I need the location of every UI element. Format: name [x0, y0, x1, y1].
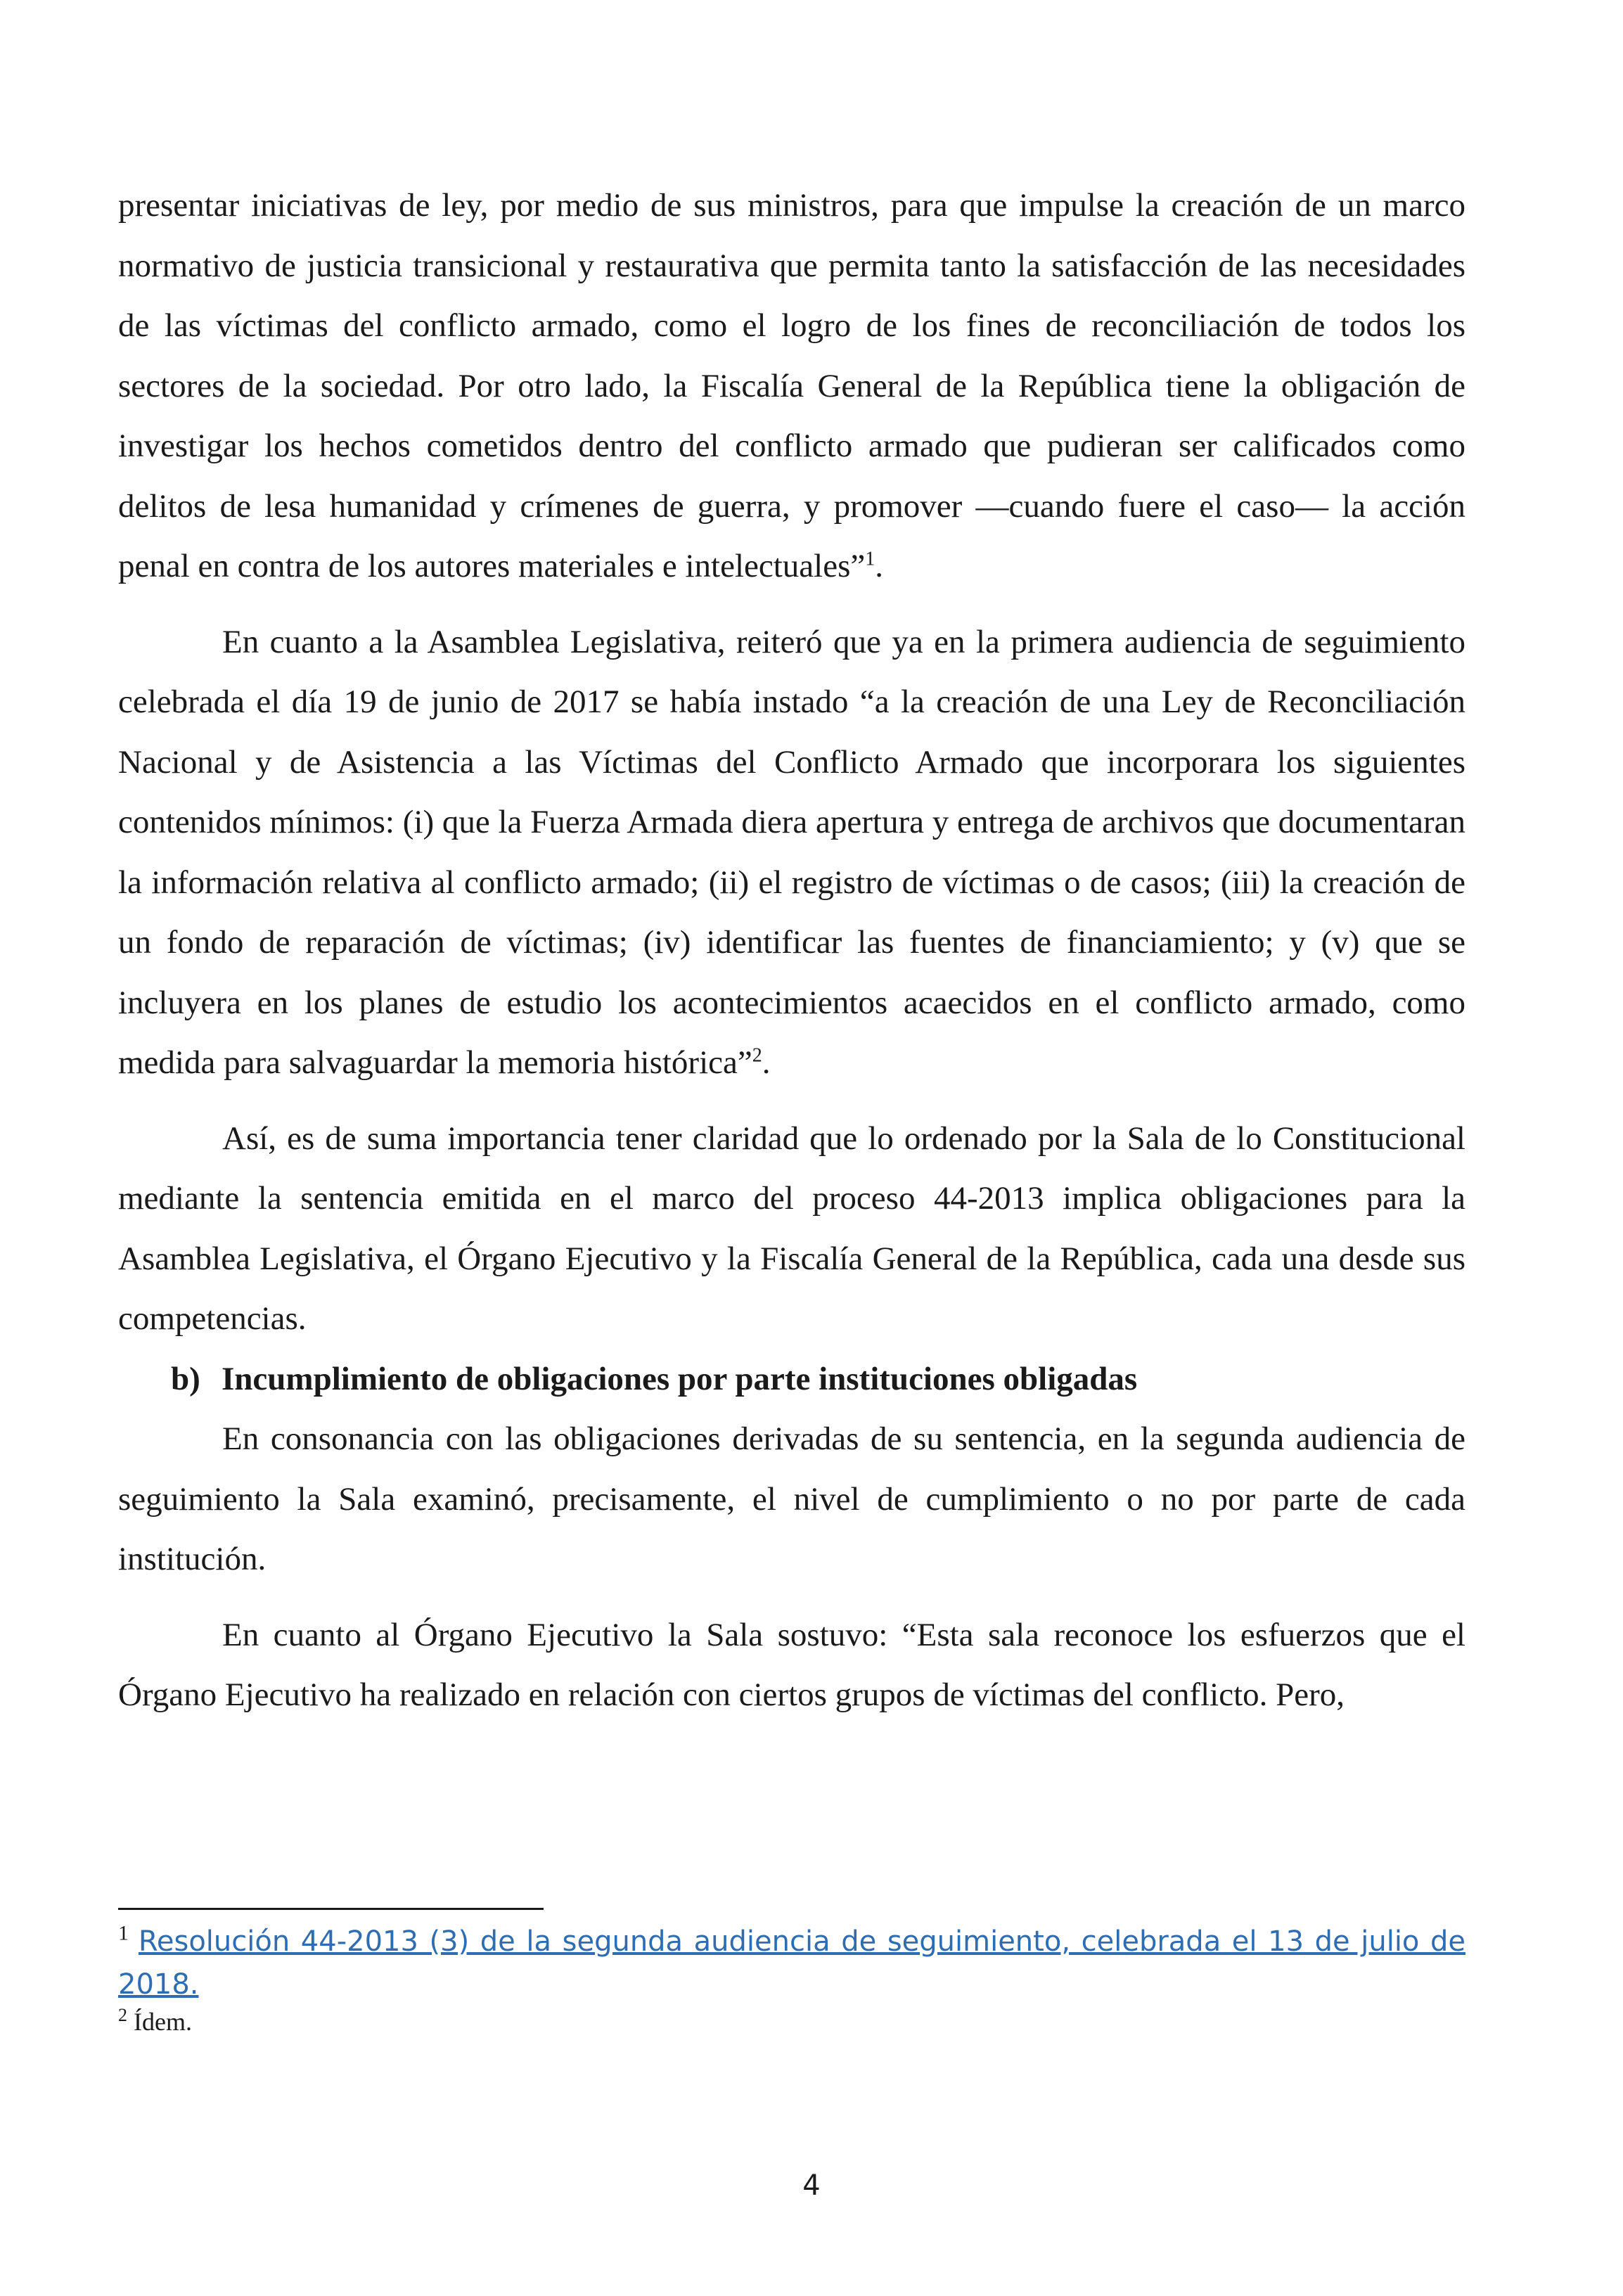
footnote-1-link[interactable]: Resolución 44-2013 (3) de la segunda audiencia de seguimiento, celebrada el 13 de julio de 2018. — [118, 1925, 1466, 2001]
footnote-2-text: Ídem. — [134, 2008, 192, 2036]
paragraph-1-text: presentar iniciativas de ley, por medio de sus ministros, para que impulse la creación de un marco normativo de justicia transicional y restaurativa que permita tanto la satisfacción de las necesidades de las víctimas del conflicto armado, como el logro de los fines de reconciliación de todos los sectores de la sociedad. Por otro lado, la Fiscalía General de la República tiene la obligación de investigar los hechos cometidos dentro del conflicto armado que pudieran ser calificados como delitos de lesa humanidad y crímenes de guerra, y promover —cuando fuere el caso— la acción penal en contra de los autores materiales e intelectuales” — [118, 187, 1465, 584]
footnote-2-marker: 2 — [118, 2005, 127, 2025]
paragraph-5: En cuanto al Órgano Ejecutivo la Sala sostuvo: “Esta sala reconoce los esfuerzos que el Órgano Ejecutivo ha realizado en relación con ciertos grupos de víctimas del conflicto. Pero, — [118, 1616, 1465, 1713]
paragraph-2 — [118, 613, 1465, 1094]
footnotes — [118, 1908, 1465, 2038]
footnote-ref-1[interactable]: 1 — [865, 548, 875, 570]
footnote-ref-2[interactable]: 2 — [752, 1044, 762, 1067]
paragraph-4: En consonancia con las obligaciones derivadas de su sentencia, en la segunda audiencia de seguimiento la Sala examinó, precisamente, el nivel de cumplimiento o no por parte de cada institución. — [118, 1420, 1465, 1577]
paragraph-2-text: En cuanto a la Asamblea Legislativa, reiteró que ya en la primera audiencia de seguimiento celebrada el día 19 de junio de 2017 se había instado “a la creación de una Ley de Reconciliación Nacional y de Asistencia a las Víctimas del Conflicto Armado que incorporara los siguientes contenidos mínimos: (i) que la Fuerza Armada diera apertura y entrega de archivos que documentaran la información relativa al conflicto armado; (ii) el registro de víctimas o de casos; (iii) la creación de un fondo de reparación de víctimas; (iv) identificar las fuentes de financiamiento; y (v) que se incluyera en los planes de estudio los acontecimientos acaecidos en el conflicto armado, como medida para salvaguardar la memoria histórica” — [118, 623, 1465, 1081]
paragraph-1-end: . — [875, 548, 883, 584]
body-text — [118, 176, 1465, 1726]
footnote-2 — [118, 2006, 1465, 2038]
paragraph-3: Así, es de suma importancia tener claridad que lo ordenado por la Sala de lo Constitucional mediante la sentencia emitida en el marco del proceso 44-2013 implica obligaciones para la Asamblea Legislativa, el Órgano Ejecutivo y la Fiscalía General de la República, cada una desde sus competencias. — [118, 1120, 1465, 1337]
footnote-separator — [118, 1908, 544, 1910]
footnote-1-marker: 1 — [118, 1921, 129, 1945]
section-heading — [118, 1349, 1465, 1410]
section-heading-text: Incumplimiento de obligaciones por parte instituciones obligadas — [222, 1360, 1138, 1397]
paragraph-2-end: . — [762, 1044, 771, 1081]
section-heading-label: b) — [171, 1360, 200, 1397]
paragraph-1 — [118, 176, 1465, 597]
page-number: 4 — [802, 2169, 821, 2202]
footnote-1 — [118, 1920, 1465, 2006]
